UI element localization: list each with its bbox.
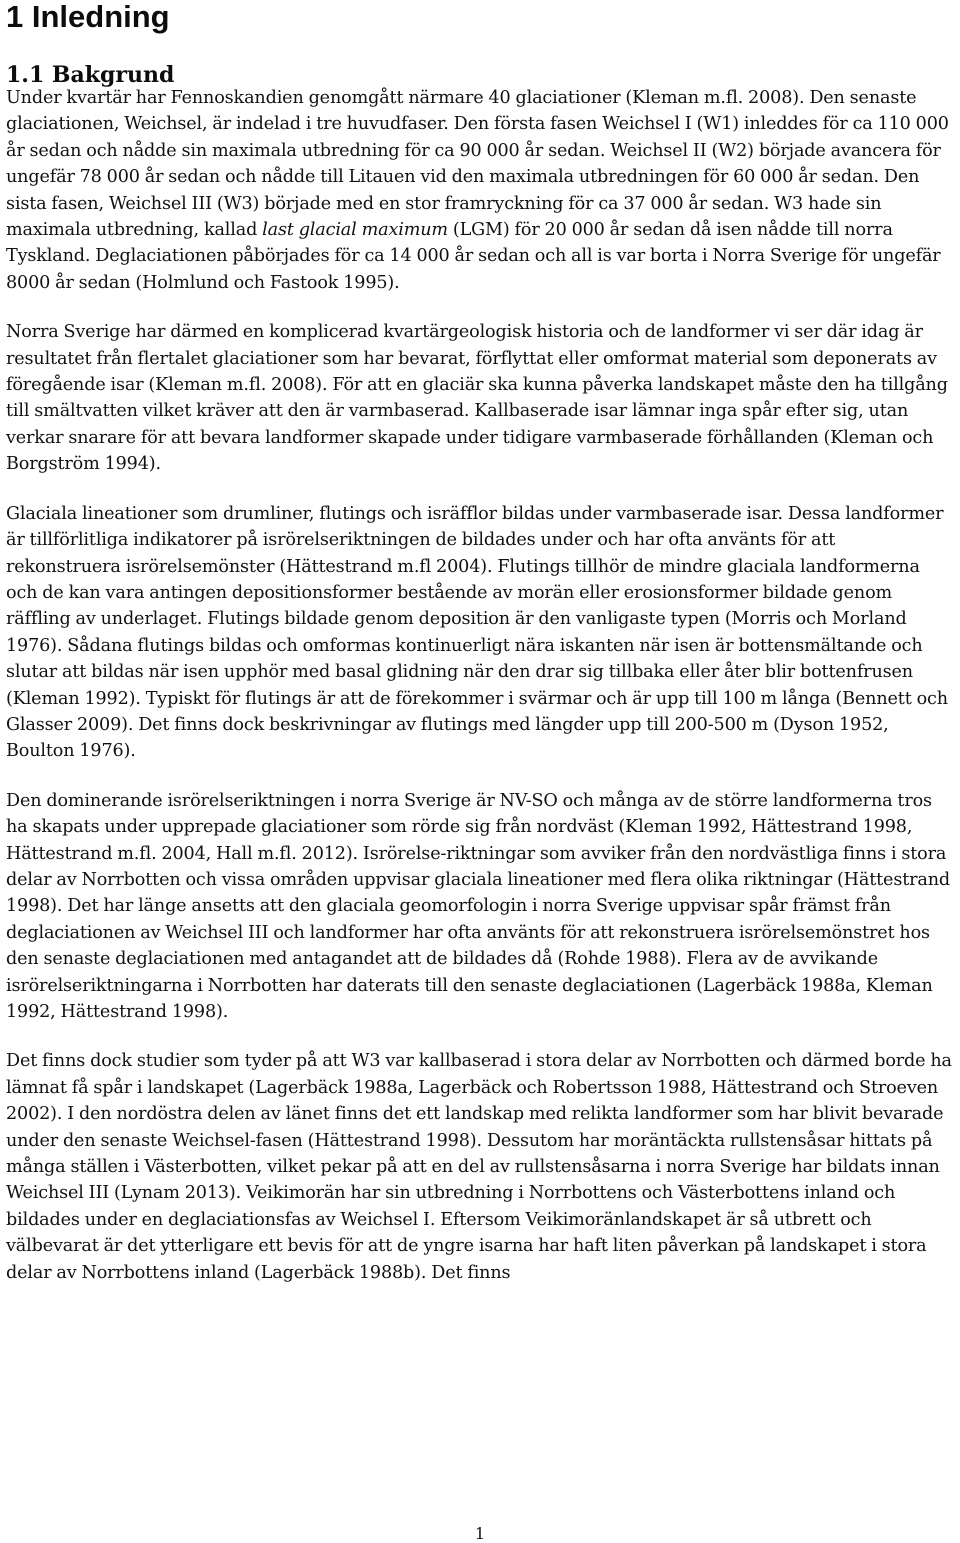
page-number: 1 [474, 1524, 486, 1543]
paragraph-2: Norra Sverige har därmed en komplicerad kvartärgeologisk historia och de landformer vi ser där idag är resultatet från flertalet glaciationer som har bevarat, förflyttat eller omformat material som deponerats av föregående isar (Kleman m.fl. 2008). För att en glaciär ska kunna påverka landskapet måste den ha tillgång till smältvatten vilket kräver att den är varmbaserad. Kallbaserade isar lämnar inga spår efter sig, utan verkar snarare för att bevara landformer skapade under tidigare varmbaserade förhållanden (Kleman och Borgström 1994). [6, 322, 948, 475]
paragraph-3: Glaciala lineationer som drumliner, flutings och isräfflor bildas under varmbaserade isar. Dessa landformer är tillförlitliga indikatorer på isrörelseriktningen de bildades under och har ofta använts för att rekonstruera isrörelsemönster (Hättestrand m.fl 2004). Flutings tillhör de mindre glaciala landformerna och de kan vara antingen depositionsformer bestående av morän eller erosionsformer bildade genom räffling av underlaget. Flutings bildade genom deposition är den vanligaste typen (Morris och Morland 1976). Sådana flutings bildas och omformas kontinuerligt nära iskanten när isen är bottensmältande och slutar att bildas när isen upphör med basal glidning när den drar sig tillbaka eller åter blir bottenfrusen (Kleman 1992). Typiskt för flutings är att de förekommer i svärmar och är upp till 100 m långa (Bennett och Glasser 2009). Det finns dock beskrivningar av flutings med längder upp till 200-500 m (Dyson 1952, Boulton 1976). [6, 503, 948, 762]
paragraph-1-emphasis: last glacial maximum [262, 220, 448, 241]
paragraph-1-text-b: (LGM) för 20 000 år sedan då isen nådde till norra Tyskland. Deglaciationen påbörjades för ca 14 000 år sedan och all is var borta i Norra Sverige för ungefär 8000 år sedan (Holmlund och Fastook 1995). [6, 220, 941, 293]
paragraph-1 [6, 85, 954, 296]
paragraph-1-text-a: Under kvartär har Fennoskandien genomgått närmare 40 glaciationer (Kleman m.fl. 2008). Den senaste glaciationen, Weichsel, är indelad i tre huvudfaser. Den första fasen Weichsel I (W1) inleddes för ca 110 000 år sedan och nådde sin maximala utbredning för ca 90 000 år sedan. Weichsel II (W2) började avancera för ungefär 78 000 år sedan och nådde till Litauen vid den maximala utbredningen för 60 000 år sedan. Den sista fasen, Weichsel III (W3) började med en stor framryckning för ca 37 000 år sedan. W3 hade sin maximala utbredning, kallad [6, 88, 949, 241]
chapter-heading: 1 Inledning [6, 0, 170, 34]
section-heading: 1.1 Bakgrund [6, 62, 175, 88]
document-page [6, 0, 954, 1286]
paragraph-5: Det finns dock studier som tyder på att W3 var kallbaserad i stora delar av Norrbotten och därmed borde ha lämnat få spår i landskapet (Lagerbäck 1988a, Lagerbäck och Robertsson 1988, Hättestrand och Stroeven 2002). I den nordöstra delen av länet finns det ett landskap med relikta landformer som har blivit bevarade under den senaste Weichsel-fasen (Hättestrand 1998). Dessutom har moräntäckta rullstensåsar hittats på många ställen i Västerbotten, vilket pekar på att en del av rullstensåsarna i norra Sverige har bildats innan Weichsel III (Lynam 2013). Veikimorän har sin utbredning i Norrbottens och Västerbottens inland och bildades under en deglaciationsfas av Weichsel I. Eftersom Veikimoränlandskapet är så utbrett och välbevarat är det ytterligare ett bevis för att de yngre isarna har haft liten påverkan på landskapet i stora delar av Norrbottens inland (Lagerbäck 1988b). Det finns [6, 1051, 952, 1283]
paragraph-4: Den dominerande isrörelseriktningen i norra Sverige är NV-SO och många av de större landformerna tros ha skapats under upprepade glaciationer som rörde sig från nordväst (Kleman 1992, Hättestrand 1998, Hättestrand m.fl. 2004, Hall m.fl. 2012). Isrörelse-riktningar som avviker från den nordvästliga finns i stora delar av Norrbotten och vissa områden uppvisar glaciala lineationer med flera olika riktningar (Hättestrand 1998). Det har länge ansetts att den glaciala geomorfologin i norra Sverige uppvisar spår främst från deglaciationen av Weichsel III och landformer har ofta använts för att rekonstruera isrörelsemönstret hos den senaste deglaciationen med antagandet att de bildades då (Rohde 1988). Flera av de avvikande isrörelseriktningarna i Norrbotten har daterats till den senaste deglaciationen (Lagerbäck 1988a, Kleman 1992, Hättestrand 1998). [6, 790, 951, 1022]
